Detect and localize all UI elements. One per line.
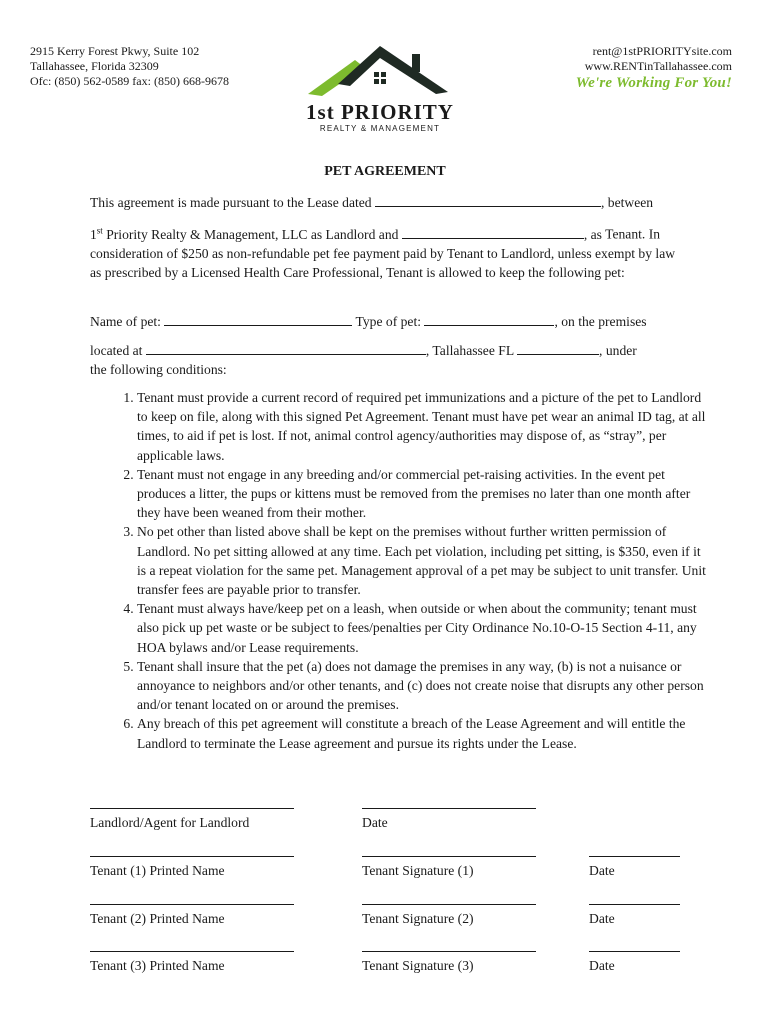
conditions-label: the following conditions: bbox=[90, 362, 227, 377]
condition-item: 1. Tenant must provide a current record of required pet immunizations and a picture of the pet to Landlord to keep on file, along with this signed Pet Agreement. Tenant must have pet wear an animal ID tag, at all times, to aid if pet is lost. If not, animal control agency/authorities may dispose of, as “stray”, per applicable laws. bbox=[137, 388, 707, 465]
condition-item: 2. Tenant must not engage in any breeding and/or commercial pet-raising activities. In the event pet produces a litter, the pups or kittens must be removed from the premises no later than one month after they have been weaned from their mother. bbox=[137, 465, 707, 523]
office-address bbox=[30, 44, 229, 89]
tenant3-date-label: Date bbox=[589, 958, 615, 973]
tenant3-date-line[interactable] bbox=[589, 951, 680, 952]
condition-item: 4. Tenant must always have/keep pet on a leash, when outside or when about the community; tenant must also pick up pet waste or be subject to fees/penalties per City Ordinance No.10-O-15 Section 4-11, any HOA bylaws and/or Lease requirements. bbox=[137, 599, 707, 657]
tenant1-name-line[interactable] bbox=[90, 856, 294, 857]
address-line-2: Tallahassee, Florida 32309 bbox=[30, 59, 159, 73]
pet-details-line bbox=[90, 311, 680, 331]
tenant3-name-label: Tenant (3) Printed Name bbox=[90, 958, 225, 973]
tenant2-date-label: Date bbox=[589, 911, 615, 926]
intro-paragraph: 1st Priority Realty & Management, LLC as Landlord and , as Tenant. In consideration of $250 as non-refundable pet fee payment paid by Tenant to Landlord, unless exempt by law as prescribed by a Licensed Health Care Professional, Tenant is allowed to keep the following pet: bbox=[90, 225, 676, 280]
intro-lease-text: This agreement is made pursuant to the Lease dated bbox=[90, 195, 372, 210]
landlord-date-label: Date bbox=[362, 815, 388, 830]
pet-type-label: Type of pet: bbox=[355, 314, 422, 329]
landlord-signature-line[interactable] bbox=[90, 808, 294, 809]
contact-website: www.RENTinTallahassee.com bbox=[584, 59, 732, 73]
tenant2-signature-line[interactable] bbox=[362, 904, 536, 905]
intro-between-text: , between bbox=[601, 195, 654, 210]
tenant2-date-line[interactable] bbox=[589, 904, 680, 905]
consideration-text: Tenant. In consideration of $250 as non-refundable pet fee payment paid by Tenant to Landlord, unless exempt by law as prescribed by a Licensed Health Care Professional, Tenant is allowed to keep the following pet: bbox=[90, 226, 676, 280]
tenant-name-field[interactable] bbox=[402, 224, 584, 239]
tenant3-signature-line[interactable] bbox=[362, 951, 536, 952]
conditions-list bbox=[112, 388, 707, 753]
landlord-label: Landlord/Agent for Landlord bbox=[90, 815, 250, 830]
document-title: PET AGREEMENT bbox=[324, 164, 446, 179]
tenant1-signature-label: Tenant Signature (1) bbox=[362, 863, 474, 878]
landlord-date-line[interactable] bbox=[362, 808, 536, 809]
tenant1-date-line[interactable] bbox=[589, 856, 680, 857]
tenant1-date-label: Date bbox=[589, 863, 615, 878]
premises-text: , on the premises bbox=[554, 314, 647, 329]
company-logo bbox=[300, 40, 460, 135]
address-field[interactable] bbox=[146, 340, 426, 355]
condition-item: 6. Any breach of this pet agreement will constitute a breach of the Lease Agreement and will entitle the Landlord to terminate the Lease agreement and pursue its rights under the Lease. bbox=[137, 714, 707, 752]
intro-lease-line bbox=[90, 192, 680, 212]
company-slogan: We're Working For You! bbox=[575, 75, 732, 91]
tenant2-name-label: Tenant (2) Printed Name bbox=[90, 911, 225, 926]
tenant2-signature-label: Tenant Signature (2) bbox=[362, 911, 474, 926]
pet-name-field[interactable] bbox=[164, 311, 352, 326]
pet-name-label: Name of pet: bbox=[90, 314, 161, 329]
tenant2-name-line[interactable] bbox=[90, 904, 294, 905]
address-line-1: 2915 Kerry Forest Pkwy, Suite 102 bbox=[30, 44, 200, 58]
ordinal-suffix: st bbox=[96, 225, 103, 235]
pet-location-line bbox=[90, 340, 680, 379]
logo-tagline: REALTY & MANAGEMENT bbox=[319, 124, 441, 133]
located-label: located at bbox=[90, 343, 143, 358]
landlord-text: Priority Realty & Management, LLC as Landlord and bbox=[102, 226, 399, 242]
city-text: , Tallahassee FL bbox=[425, 343, 514, 358]
lease-date-field[interactable] bbox=[375, 192, 601, 207]
condition-item: 3. No pet other than listed above shall be kept on the premises without further written permission of Landlord. No pet sitting allowed at any time. Each pet violation, including pet sitting, is $350, even if it is a repeat violation for the same pet. Management approval of a pet may be subject to unit transfer. Unit transfer fees are payable prior to transfer. bbox=[137, 522, 707, 599]
pet-type-field[interactable] bbox=[424, 311, 554, 326]
under-text: , under bbox=[599, 343, 637, 358]
contact-info bbox=[576, 44, 732, 91]
address-line-3: Ofc: (850) 562-0589 fax: (850) 668-9678 bbox=[30, 74, 229, 88]
logo-wordmark: 1st PRIORITY bbox=[306, 100, 454, 124]
condition-item: 5. Tenant shall insure that the pet (a) does not damage the premises in any way, (b) is not a nuisance or annoyance to neighbors and/or other tenants, and (c) does not create noise that disrupts any other person and/or tenant located on or around the premises. bbox=[137, 657, 707, 715]
as-text: , as bbox=[583, 226, 602, 242]
zip-field[interactable] bbox=[517, 340, 599, 355]
tenant3-signature-label: Tenant Signature (3) bbox=[362, 958, 474, 973]
contact-email: rent@1stPRIORITYsite.com bbox=[592, 44, 732, 58]
house-roof-icon bbox=[300, 40, 460, 102]
tenant1-signature-line[interactable] bbox=[362, 856, 536, 857]
tenant1-name-label: Tenant (1) Printed Name bbox=[90, 863, 225, 878]
tenant3-name-line[interactable] bbox=[90, 951, 294, 952]
